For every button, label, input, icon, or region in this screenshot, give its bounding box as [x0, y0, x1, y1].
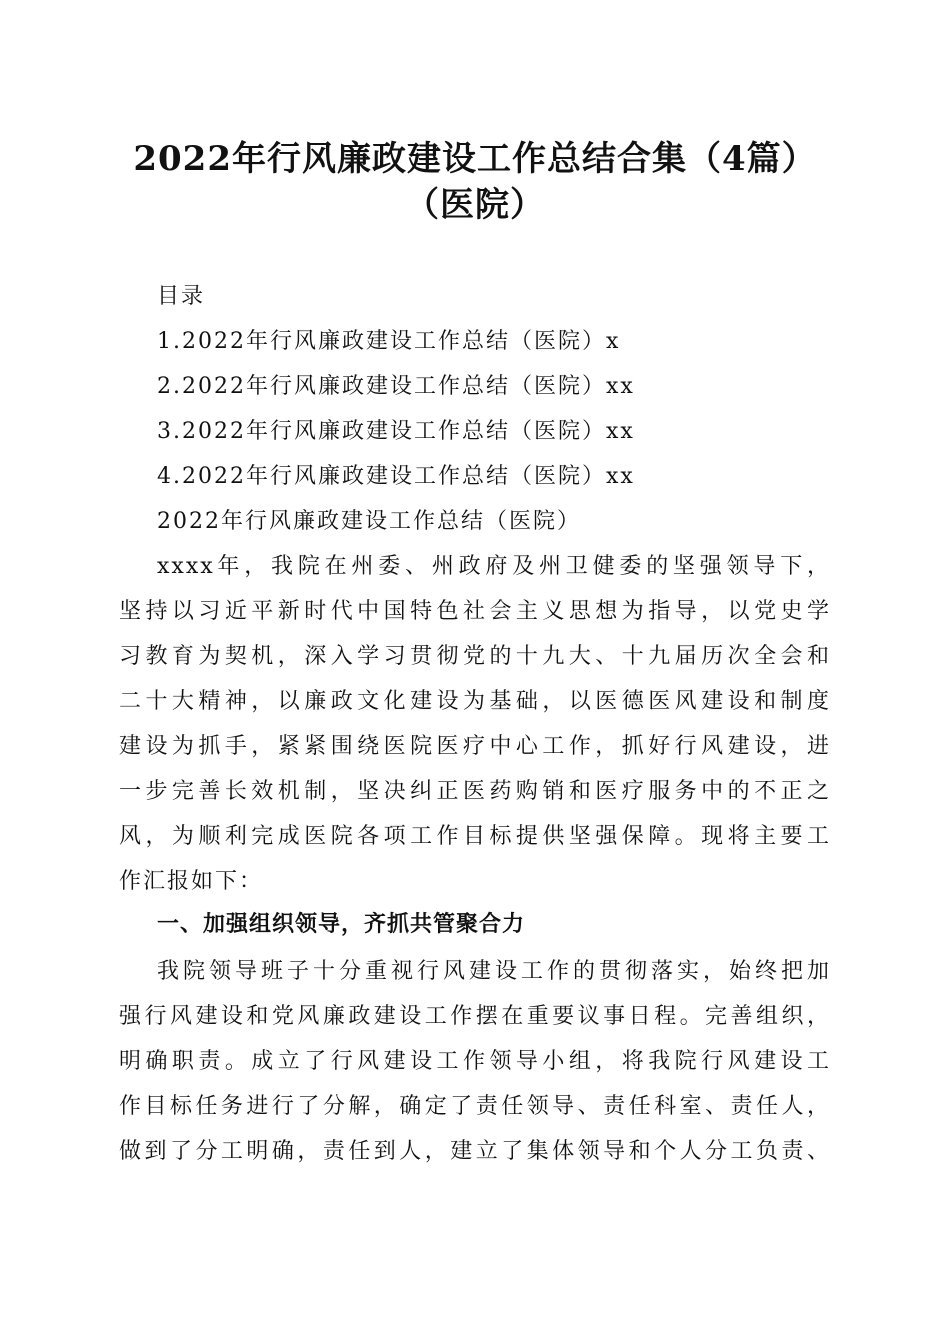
toc-heading: 目录: [157, 284, 206, 309]
toc-item-3: 3.2022年行风廉政建设工作总结（医院）xx: [157, 419, 635, 444]
intro-line: 作汇报如下：: [119, 869, 264, 894]
section-line: 作目标任务进行了分解，确定了责任领导、责任科室、责任人，: [119, 1094, 831, 1119]
section-line: 明确职责。成立了行风建设工作领导小组，将我院行风建设工: [119, 1049, 831, 1074]
intro-line: 一步完善长效机制，坚决纠正医药购销和医疗服务中的不正之: [119, 779, 831, 804]
section-heading: 一、加强组织领导，齐抓共管聚合力: [157, 912, 526, 937]
intro-line: 坚持以习近平新时代中国特色社会主义思想为指导，以党史学: [119, 599, 831, 624]
intro-line: 二十大精神，以廉政文化建设为基础，以医德医风建设和制度: [119, 689, 831, 714]
toc-item-2: 2.2022年行风廉政建设工作总结（医院）xx: [157, 374, 635, 399]
document-subtitle: （医院）: [405, 185, 545, 225]
toc-item-1: 1.2022年行风廉政建设工作总结（医院）x: [157, 329, 621, 354]
intro-line: 建设为抓手，紧紧围绕医院医疗中心工作，抓好行风建设，进: [119, 734, 831, 759]
toc-item-4: 4.2022年行风廉政建设工作总结（医院）xx: [157, 464, 635, 489]
section-line: 强行风建设和党风廉政建设工作摆在重要议事日程。完善组织，: [119, 1004, 831, 1029]
article-title: 2022年行风廉政建设工作总结（医院）: [157, 509, 581, 534]
intro-line: 习教育为契机，深入学习贯彻党的十九大、十九届历次全会和: [119, 644, 831, 669]
intro-line: xxxx年，我院在州委、州政府及州卫健委的坚强领导下，: [157, 554, 831, 579]
section-line: 我院领导班子十分重视行风建设工作的贯彻落实，始终把加: [157, 959, 831, 984]
intro-line: 风，为顺利完成医院各项工作目标提供坚强保障。现将主要工: [119, 824, 831, 849]
section-line: 做到了分工明确，责任到人，建立了集体领导和个人分工负责、: [119, 1139, 831, 1164]
document-title: 2022年行风廉政建设工作总结合集（4篇）: [133, 139, 817, 179]
